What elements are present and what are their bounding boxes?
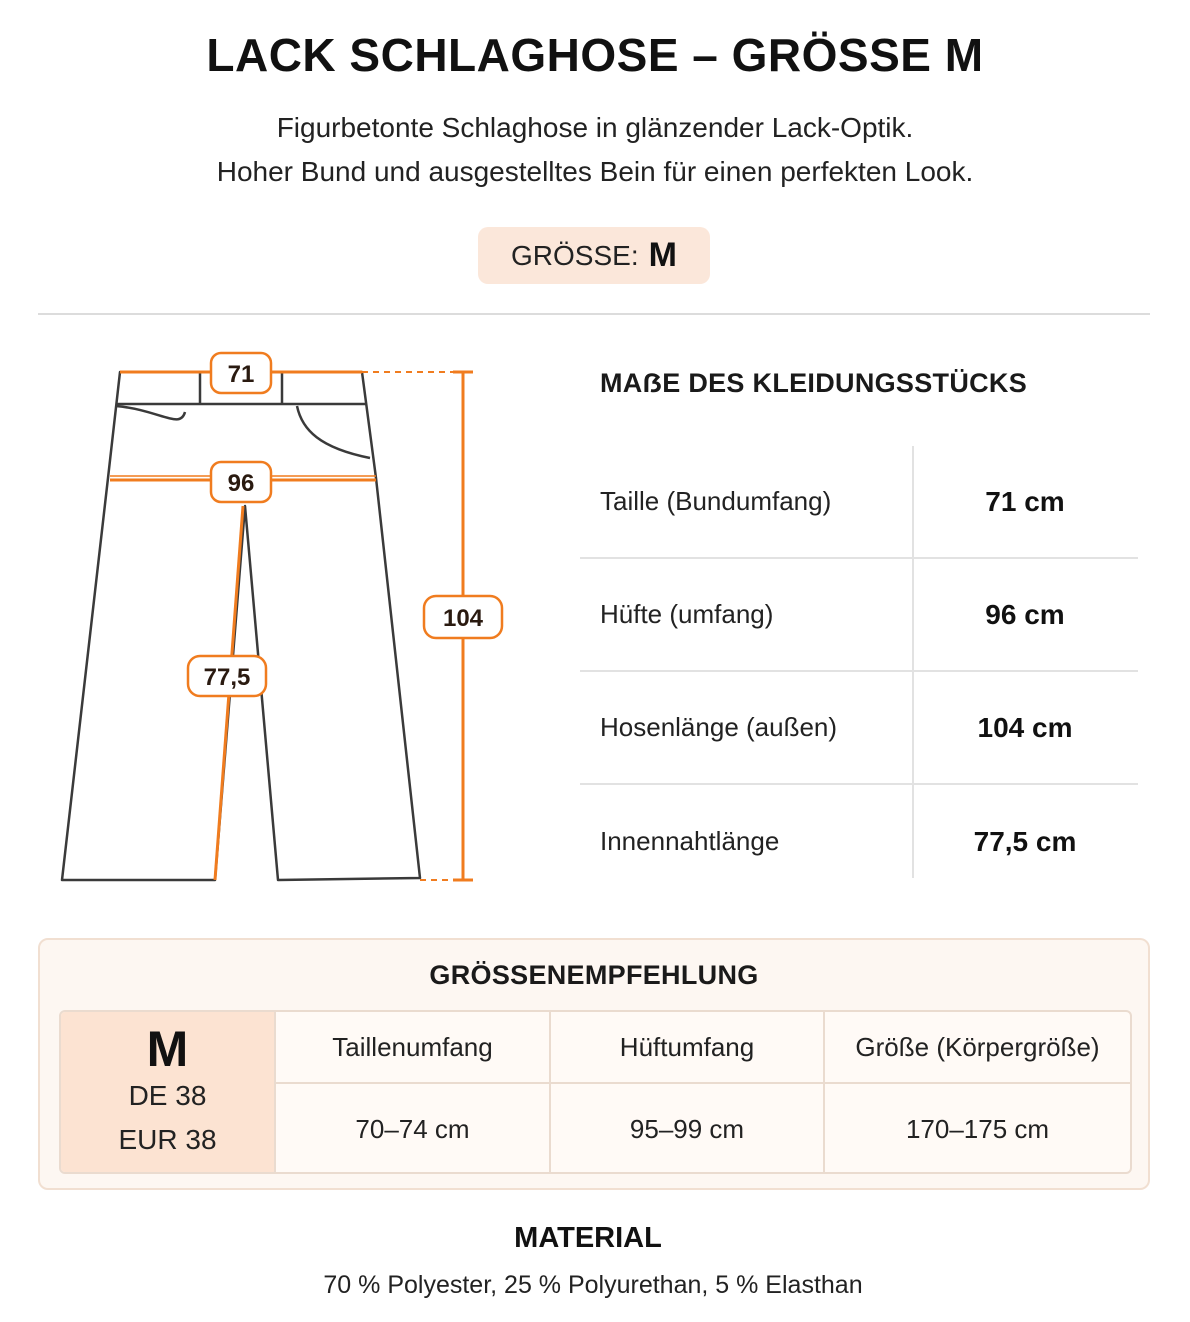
recommendation-column-header: Hüftumfang (551, 1012, 823, 1084)
material-heading: MATERIAL (514, 1222, 662, 1254)
size-badge (478, 227, 710, 284)
pants-diagram (40, 330, 560, 910)
pocket-left (116, 406, 185, 419)
size-badge-label: GRÖSSE: (511, 239, 639, 271)
recommendation-column-value: 170–175 cm (905, 1113, 1050, 1144)
pocket-right (297, 406, 370, 458)
measurement-row-hip (580, 559, 1138, 672)
measurement-value: 71 cm (985, 485, 1065, 517)
size-recommendation-heading: GRÖSSENEMPFEHLUNG (429, 960, 759, 990)
recommendation-column-value: 70–74 cm (355, 1113, 470, 1144)
recommendation-column-value: 95–99 cm (629, 1113, 745, 1144)
measurement-row-inseam (580, 785, 1138, 898)
measurement-label: Hüfte (umfang) (600, 599, 774, 629)
length-badge-label: 104 (442, 605, 484, 632)
measurement-label: Hosenlänge (außen) (600, 712, 838, 742)
recommendation-column-header: Größe (Körpergröße) (825, 1012, 1130, 1084)
subtitle-line-2: Hoher Bund und ausgestelltes Bein für einen perfekten Look. (216, 156, 974, 187)
inseam-badge-label: 77,5 (203, 664, 251, 691)
recommended-size-de: DE 38 (128, 1080, 207, 1111)
measurement-label: Taille (Bundumfang) (600, 486, 832, 516)
pants-outline (62, 372, 420, 880)
measurements-table (580, 446, 1138, 898)
size-recommendation-panel (38, 938, 1150, 1190)
measurement-label: Innennahtlänge (600, 826, 780, 856)
waist-badge (211, 353, 271, 393)
recommended-size: M (146, 1021, 189, 1077)
size-recommendation-table (59, 1010, 1132, 1174)
measurements-heading: MAẞE DES KLEIDUNGSSTÜCKS (600, 368, 1028, 398)
size-badge-value: M (648, 236, 677, 274)
measurement-value: 96 cm (985, 598, 1065, 630)
recommended-size-eur: EUR 38 (118, 1124, 217, 1155)
page-title: LACK SCHLAGHOSE – GRÖSSE M (206, 29, 984, 81)
subtitle-line-1: Figurbetonte Schlaghose in glänzender Lack-Optik. (276, 112, 914, 143)
measurement-value: 104 cm (977, 711, 1073, 743)
measurement-value: 77,5 cm (973, 825, 1077, 857)
material-text: 70 % Polyester, 25 % Polyurethan, 5 % Elasthan (323, 1271, 863, 1299)
recommendation-column-header: Taillenumfang (276, 1012, 549, 1084)
recommended-size-cell (61, 1012, 276, 1172)
length-badge (424, 596, 502, 638)
hip-badge-label: 96 (227, 470, 255, 497)
waist-badge-label: 71 (227, 361, 255, 388)
recommendation-column-height (825, 1012, 1130, 1172)
hip-badge (211, 462, 271, 502)
recommendation-column-hip (551, 1012, 825, 1172)
measurement-row-waist (580, 446, 1138, 559)
section-divider (38, 313, 1150, 315)
recommendation-column-waist (276, 1012, 551, 1172)
measurement-row-length (580, 672, 1138, 785)
inseam-badge (188, 656, 266, 696)
